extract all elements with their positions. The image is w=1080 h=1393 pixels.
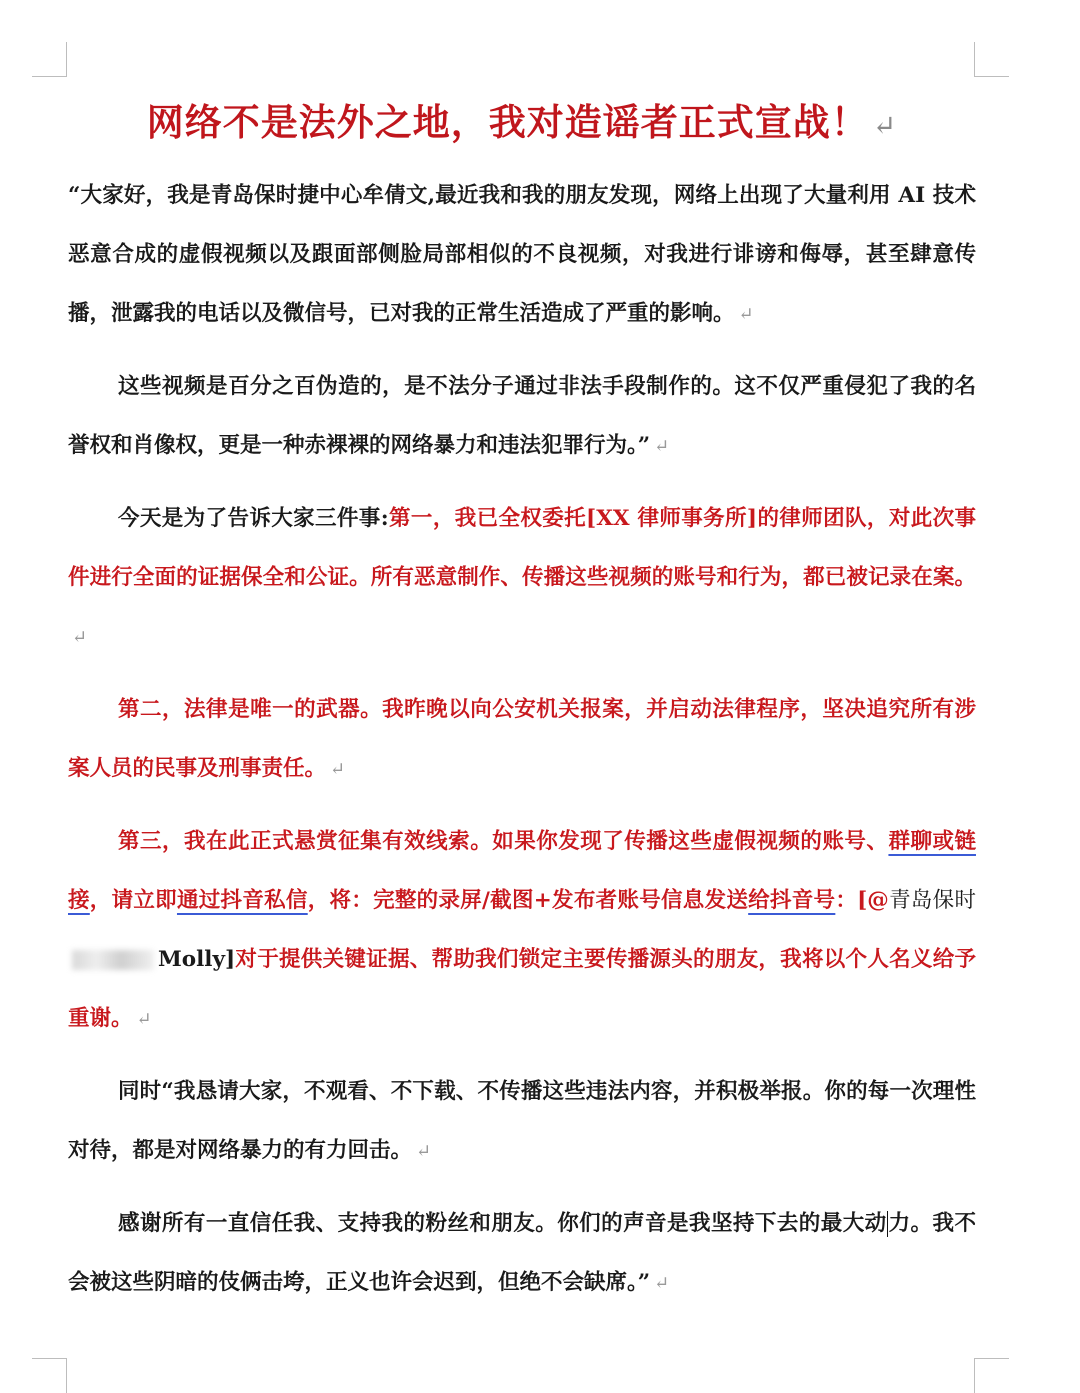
paragraph-6: 同时“我恳请大家，不观看、不下载、不传播这些违法内容，并积极举报。你的每一次理性对待，都是对网络暴力的有力回击。 ↵	[68, 1079, 976, 1163]
paragraph-mark-icon: ↵	[654, 436, 670, 457]
paragraph-1: “大家好，我是青岛保时捷中心牟倩文,最近我和我的朋友发现，网络上出现了大量利用 AI 技术恶意合成的虚假视频以及跟面部侧脸局部相似的不良视频，对我进行诽谤和侮辱，甚至肆意传播，泄露我的电话以及微信号，已对我的正常生活造成了严重的影响。 ↵	[68, 183, 976, 326]
paragraph-5: 第三，我在此正式悬赏征集有效线索。如果你发现了传播这些虚假视频的账号、群聊或链接，请立即通过抖音私信，将：完整的录屏/截图+发布者账号信息发送给抖音号：[@青岛保时Molly]对于提供关键证据、帮助我们锁定主要传播源头的朋友，我将以个人名义给予重谢。 ↵	[68, 829, 976, 1031]
paragraph-mark-icon: ↵	[416, 1141, 432, 1162]
paragraph-4: 第二，法律是唯一的武器。我昨晚以向公安机关报案，并启动法律程序，坚决追究所有涉案人员的民事及刑事责任。 ↵	[68, 697, 976, 781]
paragraph-mark-icon: ↵	[738, 304, 754, 325]
redacted-blur	[72, 950, 154, 970]
paragraph-mark-icon: ↵	[136, 1009, 152, 1030]
paragraph-2: 这些视频是百分之百伪造的，是不法分子通过非法手段制作的。这不仅严重侵犯了我的名誉权和肖像权，更是一种赤裸裸的网络暴力和违法犯罪行为。” ↵	[68, 374, 976, 458]
underlined-text: 给抖音号	[748, 888, 836, 913]
page-corner-mark-top-right	[974, 42, 1009, 77]
page-corner-mark-top-left	[32, 42, 67, 77]
paragraph-3: 今天是为了告诉大家三件事:第一，我已全权委托[XX 律师事务所]的律师团队，对此次事件进行全面的证据保全和公证。所有恶意制作、传播这些视频的账号和行为，都已被记录在案。↵	[68, 506, 976, 648]
underlined-text: 群聊或链接	[68, 829, 976, 913]
underlined-text: 通过抖音私信	[176, 888, 308, 913]
document-page[interactable]	[68, 90, 976, 1313]
page-corner-mark-bottom-left	[32, 1358, 67, 1393]
paragraph-mark-icon: ↵	[330, 759, 346, 780]
page-corner-mark-bottom-right	[974, 1358, 1009, 1393]
paragraph-mark-icon: ↵	[872, 109, 898, 142]
document-title: 网络不是法外之地，我对造谣者正式宣战！ ↵	[146, 100, 898, 144]
paragraph-7: 感谢所有一直信任我、支持我的粉丝和朋友。你们的声音是我坚持下去的最大动力。我不会被这些阴暗的伎俩击垮，正义也许会迟到，但绝不会缺席。” ↵	[68, 1211, 976, 1295]
paragraph-mark-icon: ↵	[654, 1273, 670, 1294]
paragraph-mark-icon: ↵	[72, 627, 88, 648]
